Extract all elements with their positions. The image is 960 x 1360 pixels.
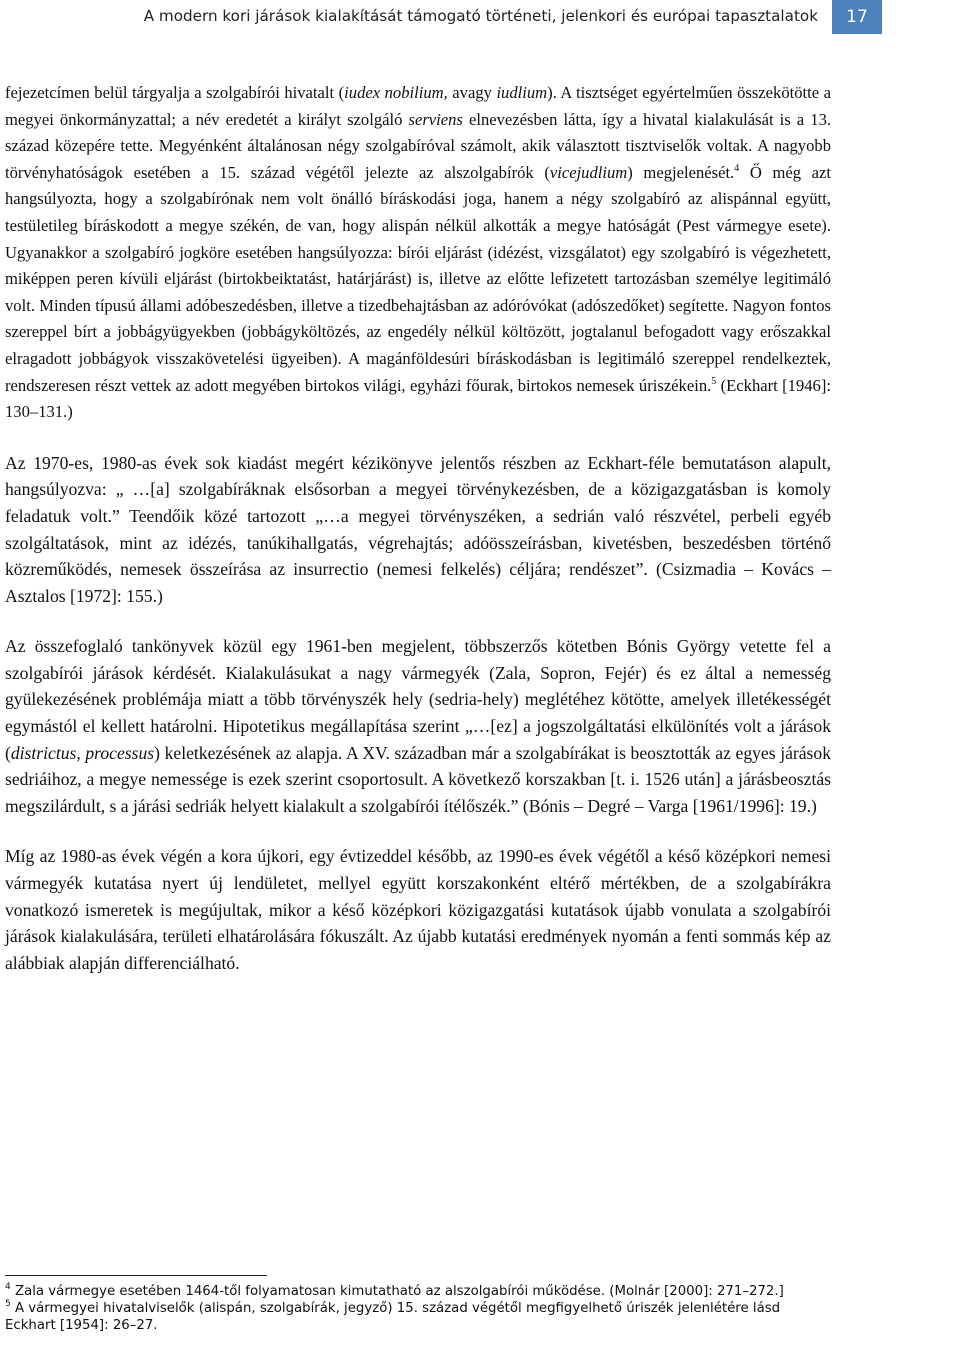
body-text bbox=[5, 80, 831, 1000]
footnote-4 bbox=[5, 1283, 831, 1300]
page-header bbox=[0, 0, 960, 36]
footnote-separator bbox=[5, 1275, 267, 1276]
page-number: 17 bbox=[832, 0, 882, 34]
italic-term: districtus, processus bbox=[10, 742, 155, 763]
footnote-ref-5[interactable]: 5 bbox=[711, 375, 717, 387]
italic-term: vicejudlium bbox=[549, 162, 628, 182]
footnote-number: 5 bbox=[5, 1299, 11, 1309]
text-run: ). A tisztséget egyértelműen összekötötte a megyei önkormányzattal; a név eredetét a királyt szolgáló bbox=[5, 83, 832, 129]
footnote-text: Zala vármegye esetében 1464-től folyamatosan kimutatható az alszolgabírói működése. (Molnár [2000]: 271–272.] bbox=[14, 1284, 784, 1299]
italic-term: iudex nobilium, bbox=[344, 83, 448, 102]
footnote-text: A vármegyei hivatalviselők (alispán, szolgabírák, jegyző) 15. század végétől megfigyelhető úriszék jelenlétére lásd Eckhart [1954]: 26–27. bbox=[5, 1301, 781, 1333]
text-run: ) megjelenését. bbox=[627, 162, 735, 182]
paragraph-2: Az 1970-es, 1980-as évek sok kiadást megért kézikönyve jelentős részben az Eckhart-féle bemutatáson alapult, hangsúlyozva: „ …[a] szolgabíráknak elsősorban a megyei törvénykezésben, de a közigazgatásban is komoly feladatuk volt.” Teendőik közé tartozott „…a megyei törvényszéken, a sedrián való részvétel, perbeli egyéb szolgáltatások, mint az idézés, tanúkihallgatás, végrehajtás; adóösszeírásban, kivetésben, beszedésben történő közreműködés, nemesek összeírása az insurrectio (nemesi felkelés) céljára; rendészet”. (Csizmadia – Kovács – Asztalos [1972]: 155.) bbox=[5, 452, 831, 606]
paragraph-1 bbox=[5, 80, 831, 426]
text-run: Az összefoglaló tankönyvek közül egy 1961-ben megjelent, többszerzős kötetben Bónis György vetette fel a szolgabírói járások kérdését. Kialakulásukat a nagy vármegyék (Zala, Sopron, Fejér) és ez által a nemesség gyülekezésének problémája miatt a több törvényszék hely (sedria-hely) meglétéhez kötötte, amelyek illetékességét egymástól el kellett határolni. Hipotetikus megállapítása szerint „…[ez] a jogszolgáltatási elkülönítés volt a járások ( bbox=[5, 636, 831, 763]
footnote-5 bbox=[5, 1300, 831, 1334]
italic-term: iudlium bbox=[496, 83, 548, 102]
footnote-ref-4[interactable]: 4 bbox=[734, 162, 740, 174]
paragraph-3 bbox=[5, 633, 831, 819]
italic-term: serviens bbox=[408, 109, 463, 129]
text-run: elnevezésben látta, így a hivatal kialakulását is a 13. század közepére tette. Megyénként általánosan négy szolgabíróval számolt, akik választott tisztviselők voltak. A nagyobb törvényhatóságok esetében a 15. század végétől jelezte az alszolgabírók ( bbox=[5, 109, 832, 182]
running-title: A modern kori járások kialakítását támogató történeti, jelenkori és európai tapasztalatok bbox=[143, 7, 818, 25]
text-run: fejezetcímen belül tárgyalja a szolgabírói hivatalt ( bbox=[5, 83, 345, 102]
paragraph-4: Míg az 1980-as évek végén a kora újkori, egy évtizeddel később, az 1990-es évek végétől a késő középkori nemesi vármegyék kutatása nyert új lendületet, mellyel együtt korszakonként eltérő mértékben, de a szolgabírákra vonatkozó ismeretek is megújultak, mikor a késő középkori közigazgatási kutatások újabb vonulata a szolgabírói járások kialakulására, területi elhatárolására fókuszált. Az újabb kutatási eredmények nyomán a fenti sommás kép az alábbiak alapján differenciálható. bbox=[5, 846, 831, 973]
footnote-number: 4 bbox=[5, 1282, 11, 1292]
text-run: avagy bbox=[447, 83, 497, 102]
text-run: Ő még azt hangsúlyozta, hogy a szolgabírónak nem volt önálló bíráskodási joga, hanem a négy szolgabíró az alispánnal együtt, testületileg bíráskodott a megye székén, de van, hogy alispán nélkül alkották a megye hatóságát (Pest vármegye esete). Ugyanakkor a szolgabíró jogköre esetében hangsúlyozza: bírói eljárást (idézést, vizsgálatot) egy szolgabíró is végezhetett, miképpen peren kívüli eljárást (birtokbeiktatást, határjárást) is, illetve az előtte lefizetett tartozásban személye legitimáló volt. Minden típusú állami adóbeszedésben, illetve a tizedbehajtásban az adóróvókat (adószedőket) segítette. Nagyon fontos szereppel bírt a jobbágyügyekben (jobbágyköltözés, az engedély nélkül költözött, jogtalanul befogadott vagy erőszakkal elragadott jobbágyok visszakövetelési ügyeiben). A magánföldesúri bíráskodásban is legitimáló szereppel rendelkeztek, rendszeresen részt vettek az adott megyében birtokos világi, egyházi főurak, birtokos nemesek úriszékein. bbox=[5, 162, 831, 395]
footnotes bbox=[5, 1283, 831, 1334]
text-run: ) keletkezésének az alapja. A XV. században már a szolgabírákat is beosztották az egyes járások sedriáihoz, a megye nemessége is ezek szerint csoportosult. A következő korszakban [t. i. 1526 után] a járásbeosztás megszilárdult, s a járási sedriák helyett kialakult a szolgabírói ítélőszék.” (Bónis – Degré – Varga [1961/1996]: 19.) bbox=[5, 742, 831, 816]
text-run: (Eckhart [1946]: 130–131.) bbox=[5, 375, 831, 422]
